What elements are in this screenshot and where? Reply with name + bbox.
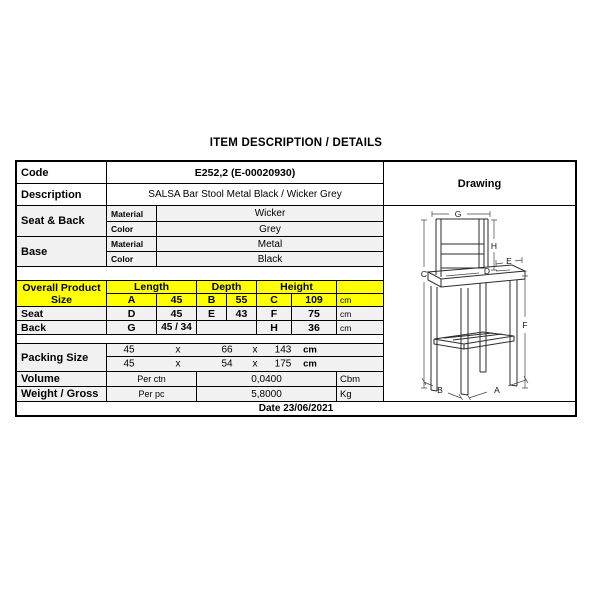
dim-label-a: A [494, 385, 500, 395]
drawing-panel [383, 162, 575, 401]
row-description [17, 184, 383, 206]
back-size-label: Back [17, 321, 107, 334]
dim-label-f: F [522, 320, 528, 330]
packing-row-2: 45 x 54 x 175 cm [123, 358, 317, 370]
overall-length-key: A [107, 294, 157, 306]
back-length-key: G [107, 321, 157, 334]
col-header-height: Height [257, 281, 337, 293]
back-depth-empty [197, 321, 257, 334]
overall-unit: cm [337, 294, 383, 306]
seat-height-key: F [257, 307, 292, 320]
row-seat-back [17, 206, 383, 237]
dim-label-d: D [483, 266, 491, 276]
stool-drawing [384, 206, 575, 400]
seat-height-value: 75 [292, 307, 337, 320]
seat-back-material-label: Material [107, 206, 157, 221]
base-color-value: Black [157, 252, 383, 266]
back-unit: cm [337, 321, 383, 334]
seat-back-color-label: Color [107, 222, 157, 236]
row-code [17, 162, 383, 184]
overall-product-size-label: Overall Product Size [17, 281, 107, 306]
description-value: SALSA Bar Stool Metal Black / Wicker Grey [148, 189, 342, 200]
drawing-header: Drawing [384, 162, 575, 206]
col-header-depth: Depth [197, 281, 257, 293]
overall-length-value: 45 [157, 294, 197, 306]
seat-depth-key: E [197, 307, 227, 320]
row-base [17, 237, 383, 267]
dim-label-e: E [506, 256, 512, 266]
packing-row-1: 45 x 66 x 143 cm [123, 344, 317, 356]
date-row [17, 401, 575, 415]
row-back-size [17, 321, 383, 335]
code-value: E252,2 (E-00020930) [194, 166, 296, 179]
overall-depth-value: 55 [227, 294, 257, 306]
row-size-header [17, 281, 383, 307]
dim-label-c: C [420, 269, 428, 279]
page-title: ITEM DESCRIPTION / DETAILS [209, 137, 383, 149]
description-label: Description [17, 184, 107, 205]
weight-basis: Per pc [107, 387, 197, 401]
spacer-row [17, 267, 383, 281]
seat-back-label: Seat & Back [17, 206, 107, 236]
overall-depth-key: B [197, 294, 227, 306]
row-volume [17, 372, 383, 387]
volume-value: 0,0400 [197, 372, 337, 386]
date-value: Date 23/06/2021 [258, 403, 334, 414]
drawing-area [384, 206, 575, 405]
volume-basis: Per ctn [107, 372, 197, 386]
dim-label-g: G [454, 209, 462, 219]
weight-value: 5,8000 [197, 387, 337, 401]
overall-height-value: 109 [292, 294, 337, 306]
col-header-unit-blank [337, 281, 383, 293]
base-material-label: Material [107, 237, 157, 251]
volume-label: Volume [17, 372, 107, 386]
dim-label-h: H [490, 241, 498, 251]
seat-back-material-value: Wicker [157, 206, 383, 221]
row-packing [17, 344, 383, 372]
spec-table-main [17, 162, 383, 401]
row-seat-size [17, 307, 383, 321]
base-label: Base [17, 237, 107, 266]
back-height-key: H [257, 321, 292, 334]
seat-length-value: 45 [157, 307, 197, 320]
base-color-label: Color [107, 252, 157, 266]
volume-unit: Cbm [337, 372, 383, 386]
seat-unit: cm [337, 307, 383, 320]
packing-label: Packing Size [17, 344, 107, 371]
seat-depth-value: 43 [227, 307, 257, 320]
code-label: Code [17, 162, 107, 183]
seat-size-label: Seat [17, 307, 107, 320]
row-weight [17, 387, 383, 401]
seat-back-color-value: Grey [157, 222, 383, 236]
back-length-value: 45 / 34 [157, 321, 197, 334]
dim-label-b: B [437, 385, 443, 395]
seat-length-key: D [107, 307, 157, 320]
weight-label: Weight / Gross [17, 387, 107, 401]
weight-unit: Kg [337, 387, 383, 401]
overall-height-key: C [257, 294, 292, 306]
back-height-value: 36 [292, 321, 337, 334]
spec-table [15, 160, 577, 417]
col-header-length: Length [107, 281, 197, 293]
base-material-value: Metal [157, 237, 383, 251]
spacer-row [17, 335, 383, 344]
